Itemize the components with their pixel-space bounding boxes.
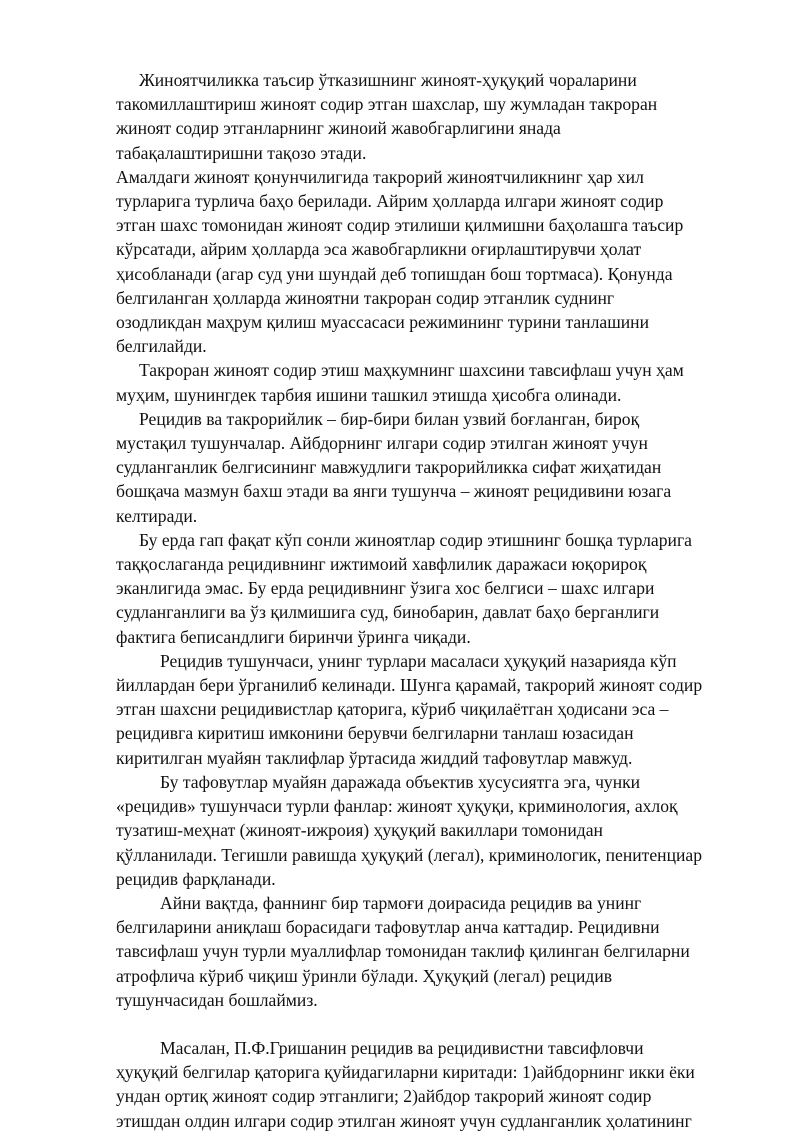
paragraph-9 bbox=[116, 1036, 748, 1133]
paragraph-1 bbox=[116, 68, 748, 165]
text-line: фактига беписандлиги биринчи ўринга чиқади. bbox=[116, 626, 471, 647]
text-line: белгиларини аниқлаш борасидаги тафовутлар анча каттадир. Рецидивни bbox=[116, 917, 660, 938]
paragraph-2 bbox=[116, 165, 748, 359]
text-line: таққослаганда рецидивнинг ижтимоий хавфлилик даражаси юқорироқ bbox=[116, 554, 647, 575]
text-line: атрофлича кўриб чиқиш ўринли бўлади. Ҳуқуқий (легал) рецидив bbox=[116, 965, 613, 986]
text-line: кўрсатади, айрим ҳолларда эса жавобгарликни оғирлаштирувчи ҳолат bbox=[116, 239, 642, 260]
text-line: рецидивга киритиш имконини берувчи белгиларни танлаш юзасидан bbox=[116, 723, 634, 744]
text-line: эканлигида эмас. Бу ерда рецидивнинг ўзига хос белгиси – шахс илгари bbox=[116, 578, 655, 599]
text-line: белгиланган ҳолларда жиноятни такроран содир этганлик суднинг bbox=[116, 287, 615, 308]
text-line: келтиради. bbox=[116, 505, 198, 526]
text-line: қўлланилади. Тегишли равишда ҳуқуқий (легал), криминологик, пенитенциар bbox=[116, 844, 703, 865]
text-line: Рецидив тушунчаси, унинг турлари масаласи ҳуқуқий назарияда кўп bbox=[160, 650, 677, 671]
paragraph-spacer bbox=[116, 1012, 748, 1036]
paragraph-4 bbox=[116, 407, 748, 528]
text-line: этишдан олдин илгари содир этилган жиноят учун судланганлик ҳолатининг bbox=[116, 1110, 692, 1131]
text-line: Жиноятчиликка таъсир ўтказишнинг жиноят-ҳуқуқий чораларини bbox=[139, 70, 637, 90]
text-line: ҳисобланади (агар суд уни шундай деб топишдан бош тортмаса). Қонунда bbox=[116, 263, 673, 284]
text-line: ҳуқуқий белгилар қаторига қуйидагиларни киритади: 1)айбдорнинг икки ёки bbox=[116, 1062, 695, 1083]
text-line: белгилайди. bbox=[116, 336, 207, 357]
text-line: тузатиш-меҳнат (жиноят-ижроия) ҳуқуқий вакиллари томонидан bbox=[116, 820, 603, 841]
text-line: Масалан, П.Ф.Гришанин рецидив ва рецидивистни тавсифловчи bbox=[160, 1037, 644, 1058]
paragraph-8 bbox=[116, 891, 748, 1012]
text-line: Такроран жиноят содир этиш маҳкумнинг шахсини тавсифлаш учун ҳам bbox=[139, 360, 684, 381]
text-line: Бу тафовутлар муайян даражада объектив хусусиятга эга, чунки bbox=[160, 771, 641, 792]
paragraph-5 bbox=[116, 528, 748, 649]
text-line: «рецидив» тушунчаси турли фанлар: жиноят ҳуқуқи, криминология, ахлоқ bbox=[116, 796, 678, 817]
text-line: Бу ерда гап фақат кўп сонли жиноятлар содир этишнинг бошқа турларига bbox=[139, 529, 692, 550]
text-line: турларига турлича баҳо берилади. Айрим ҳолларда илгари жиноят содир bbox=[116, 191, 664, 212]
text-line: судланганлиги ва ўз қилмишига суд, бинобарин, давлат баҳо берганлиги bbox=[116, 602, 660, 623]
text-line: табақалаштиришни тақозо этади. bbox=[116, 142, 367, 163]
paragraph-6 bbox=[116, 649, 748, 770]
text-line: этган шахсни рецидивистлар қаторига, кўриб чиқилаётган ҳодисани эса – bbox=[116, 699, 669, 720]
text-line: этган шахс томонидан жиноят содир этилиши қилмишни баҳолашга таъсир bbox=[116, 215, 684, 236]
text-line: бошқача мазмун бахш этади ва янги тушунча – жиноят рецидивини юзага bbox=[116, 481, 672, 502]
text-line: мустақил тушунчалар. Айбдорнинг илгари содир этилган жиноят учун bbox=[116, 433, 648, 454]
paragraph-3 bbox=[116, 358, 748, 406]
text-line: тавсифлаш учун турли муаллифлар томонидан таклиф қилинган белгиларни bbox=[116, 941, 690, 962]
text-line: ундан ортиқ жиноят содир этганлиги; 2)айбдор такрорий жиноят содир bbox=[116, 1086, 652, 1107]
text-line: такомиллаштириш жиноят содир этган шахслар, шу жумладан такроран bbox=[116, 94, 658, 115]
text-line: Рецидив ва такрорийлик – бир-бири билан узвий боғланган, бироқ bbox=[139, 408, 640, 429]
text-line: Айни вақтда, фаннинг бир тармоғи доирасида рецидив ва унинг bbox=[160, 892, 642, 913]
text-line: тушунчасидан бошлаймиз. bbox=[116, 989, 318, 1010]
text-line: Амалдаги жиноят қонунчилигида такрорий жиноятчиликнинг ҳар хил bbox=[116, 166, 644, 187]
text-line: рецидив фарқланади. bbox=[116, 868, 276, 889]
document-page bbox=[116, 68, 748, 1133]
text-line: йиллардан бери ўрганилиб келинади. Шунга қарамай, такрорий жиноят содир bbox=[116, 675, 703, 696]
text-line: муҳим, шунингдек тарбия ишини ташкил этишда ҳисобга олинади. bbox=[116, 384, 622, 405]
text-line: судланганлик белгисининг мавжудлиги такрорийликка сифат жиҳатидан bbox=[116, 457, 662, 478]
text-line: озодликдан маҳрум қилиш муассасаси режимининг турини танлашини bbox=[116, 312, 649, 333]
text-line: киритилган муайян таклифлар ўртасида жиддий тафовутлар мавжуд. bbox=[116, 747, 633, 768]
paragraph-7 bbox=[116, 770, 748, 891]
text-line: жиноят содир этганларнинг жиноий жавобгарлигини янада bbox=[116, 118, 561, 139]
